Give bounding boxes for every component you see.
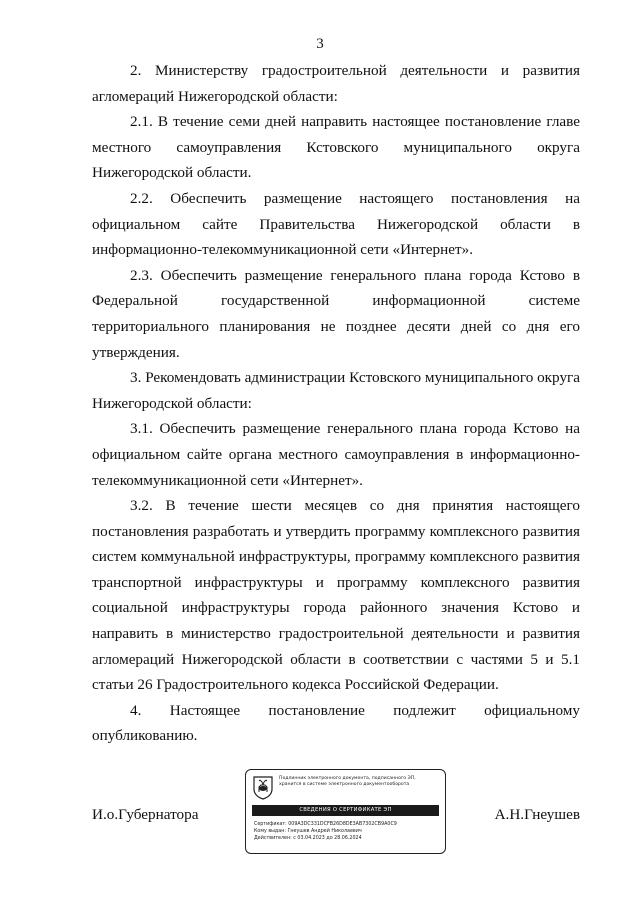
document-body	[92, 58, 580, 749]
stamp-header-line: Подлинник электронного документа, подписанного ЭП,	[279, 776, 416, 781]
certificate-validity: Действителен: с 03.04.2023 до 28.06.2024	[254, 836, 362, 841]
paragraph-4: 4. Настоящее постановление подлежит официальному опубликованию.	[92, 701, 580, 745]
signatory-name: А.Н.Гнеушев	[494, 806, 580, 823]
paragraph-2-3: 2.3. Обеспечить размещение генерального плана города Кстово в Федеральной государственной информационной системе территориального планирования не позднее десяти дней со дня его утверждения.	[92, 266, 580, 361]
paragraph-2: 2. Министерству градостроительной деятельности и развития агломераций Нижегородской области:	[92, 62, 580, 105]
paragraph-2-2: 2.2. Обеспечить размещение настоящего постановления на официальном сайте Правительства Нижегородской области в информационно-телекоммуникационной сети «Интернет».	[92, 189, 580, 259]
paragraph-3-1: 3.1. Обеспечить размещение генерального плана города Кстово на официальном сайте органа местного самоуправления в информационно-телекоммуникационной сети «Интернет».	[92, 420, 580, 489]
paragraph-3: 3. Рекомендовать администрации Кстовского муниципального округа Нижегородской области:	[92, 369, 581, 412]
certificate-number: Сертификат: 009A3DC331DCFB26D8DE3AB7302CB9A0C9	[254, 822, 397, 827]
certificate-owner: Кому выдан: Гнеушев Андрей Николаевич	[254, 829, 362, 834]
nizhny-novgorod-deer-emblem-icon	[253, 776, 273, 800]
page-number: 3	[316, 36, 324, 52]
stamp-header	[279, 776, 441, 788]
paragraph-2-1: 2.1. В течение семи дней направить настоящее постановление главе местного самоуправления Кстовского муниципального округа Нижегородской области.	[92, 113, 580, 182]
certificate-details	[254, 821, 440, 842]
signatory-position: И.о.Губернатора	[92, 806, 199, 823]
stamp-title: СВЕДЕНИЯ О СЕРТИФИКАТЕ ЭП	[252, 805, 439, 816]
paragraph-3-2: 3.2. В течение шести месяцев со дня принятия настоящего постановления разработать и утвердить программу комплексного развития систем коммунальной инфраструктуры, программу комплексного развития транспортной инфраструктуры и программу комплексного развития социальной инфраструктуры города районного значения Кстово и направить в министерство градостроительной деятельности и развития агломераций Нижегородской области в соответствии с частями 5 и 5.1 статьи 26 Градостроительного кодекса Российской Федерации.	[92, 497, 580, 694]
electronic-signature-stamp	[245, 769, 446, 854]
stamp-header-line: хранится в системе электронного документооборота	[279, 782, 410, 787]
